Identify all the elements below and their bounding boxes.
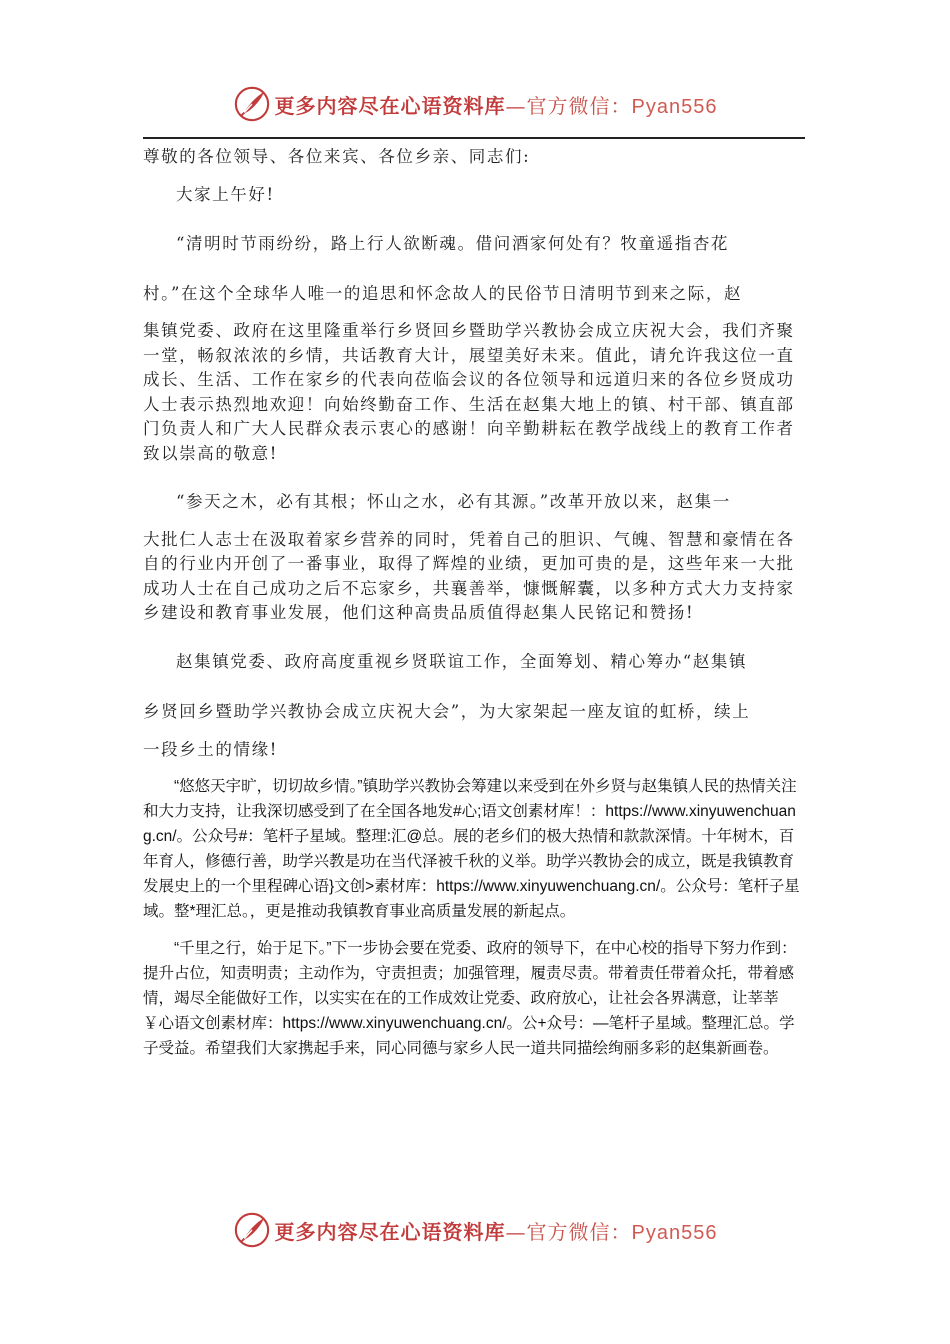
header-divider — [143, 137, 805, 139]
paragraph-3-line-1: 赵集镇党委、政府高度重视乡贤联谊工作，全面筹划、精心筹办“赵集镇 — [176, 651, 748, 671]
header-banner-main: 更多内容尽在心语资料库 — [274, 93, 506, 118]
footer-banner-separator: — — [505, 1219, 527, 1244]
header-banner-wechat-id: Pyan556 — [631, 95, 718, 118]
header-banner-wechat-label: 官方微信： — [526, 93, 632, 118]
paragraph-3-line-3: 一段乡土的情缘! — [143, 739, 278, 759]
paragraph-2-line-1: “参天之木，必有其根；怀山之水，必有其源。”改革开放以来，赵集一 — [176, 492, 731, 511]
header-banner — [0, 84, 950, 124]
paragraph-1-line-1: “清明时节雨纷纷，路上行人欲断魂。借问酒家何处有？牧童遥指杏花 — [176, 234, 730, 253]
paragraph-1-line-2: 村。”在这个全球华人唯一的追思和怀念故人的民俗节日清明节到来之际，赵 — [143, 283, 743, 303]
footer-banner-wechat-id: Pyan556 — [631, 1221, 718, 1244]
footer-banner-main: 更多内容尽在心语资料库 — [274, 1219, 506, 1244]
footer-banner-wechat-label: 官方微信： — [526, 1219, 632, 1244]
paragraph-3-line-2: 乡贤回乡暨助学兴教协会成立庆祝大会”，为大家架起一座友谊的虹桥，续上 — [143, 702, 751, 721]
salutation: 尊敬的各位领导、各位来宾、各位乡亲、同志们: — [143, 147, 531, 166]
paragraph-2-body: 大批仁人志士在汲取着家乡营养的同时，凭着自己的胆识、气魄、智慧和豪情在各自的行业内开创了一番事业，取得了辉煌的业绩，更加可贵的是，这些年来一大批成功人士在自己成功之后不忘家乡，共襄善举，慷慨解囊，以多种方式大力支持家乡建设和教育事业发展，他们这种高贵品质值得赵集人民铭记和赞扬! — [143, 529, 795, 622]
paragraph-1-body: 集镇党委、政府在这里隆重举行乡贤回乡暨助学兴教协会成立庆祝大会，我们齐聚一堂，畅叙浓浓的乡情，共话教育大计，展望美好未来。值此，请允许我这位一直成长、生活、工作在家乡的代表向莅临会议的各位领导和远道归来的各位乡贤成功人士表示热烈地欢迎！向始终勤奋工作、生活在赵集大地上的镇、村干部、镇直部门负责人和广大人民群众表示衷心的感谢！向辛勤耕耘在教学战线上的教育工作者致以崇高的敬意! — [143, 321, 795, 463]
header-banner-text — [275, 90, 718, 119]
quill-pen-logo-icon — [233, 1211, 271, 1249]
paragraph-5: “千里之行，始于足下。”下一步协会要在党委、政府的领导下，在中心校的指导下努力作到：提升占位，知责明责；主动作为，守责担责；加强管理，履责尽责。带着责任带着众托，带着感情，竭尽全能做好工作，以实实在在的工作成效让党委、政府放心，让社会各界满意，让莘莘￥心语文创素材库：https://www.xinyuwenchuang.cn/。公+众号：—笔杆子星域。整理汇总。学子受益。希望我们大家携起手来，同心同德与家乡人民一道共同描绘绚丽多彩的赵集新画卷。 — [143, 940, 797, 1057]
footer-banner-text — [275, 1216, 718, 1245]
greeting: 大家上午好! — [176, 184, 275, 204]
document-body — [143, 145, 807, 1061]
header-banner-separator: — — [505, 93, 527, 118]
paragraph-4: “悠悠天宇旷，切切故乡情。”镇助学兴教协会筹建以来受到在外乡贤与赵集镇人民的热情关注和大力支持，让我深切感受到了在全国各地发#心;语文创素材库！：https://www.xinyuwenchuang.cn/。公众号#：笔杆子星域。整理:汇@总。展的老乡们的极大热情和款款深情。十年树木，百年育人，修德行善，助学兴教是功在当代泽被千秋的义举。助学兴教协会的成立，既是我镇教育发展史上的一个里程碑心语}文创>素材库：https://www.xinyuwenchuang.cn/。公众号：笔杆子星域。整*理汇总。，更是推动我镇教育事业高质量发展的新起点。 — [143, 778, 800, 920]
footer-banner — [0, 1210, 950, 1250]
quill-pen-logo-icon — [233, 85, 271, 123]
